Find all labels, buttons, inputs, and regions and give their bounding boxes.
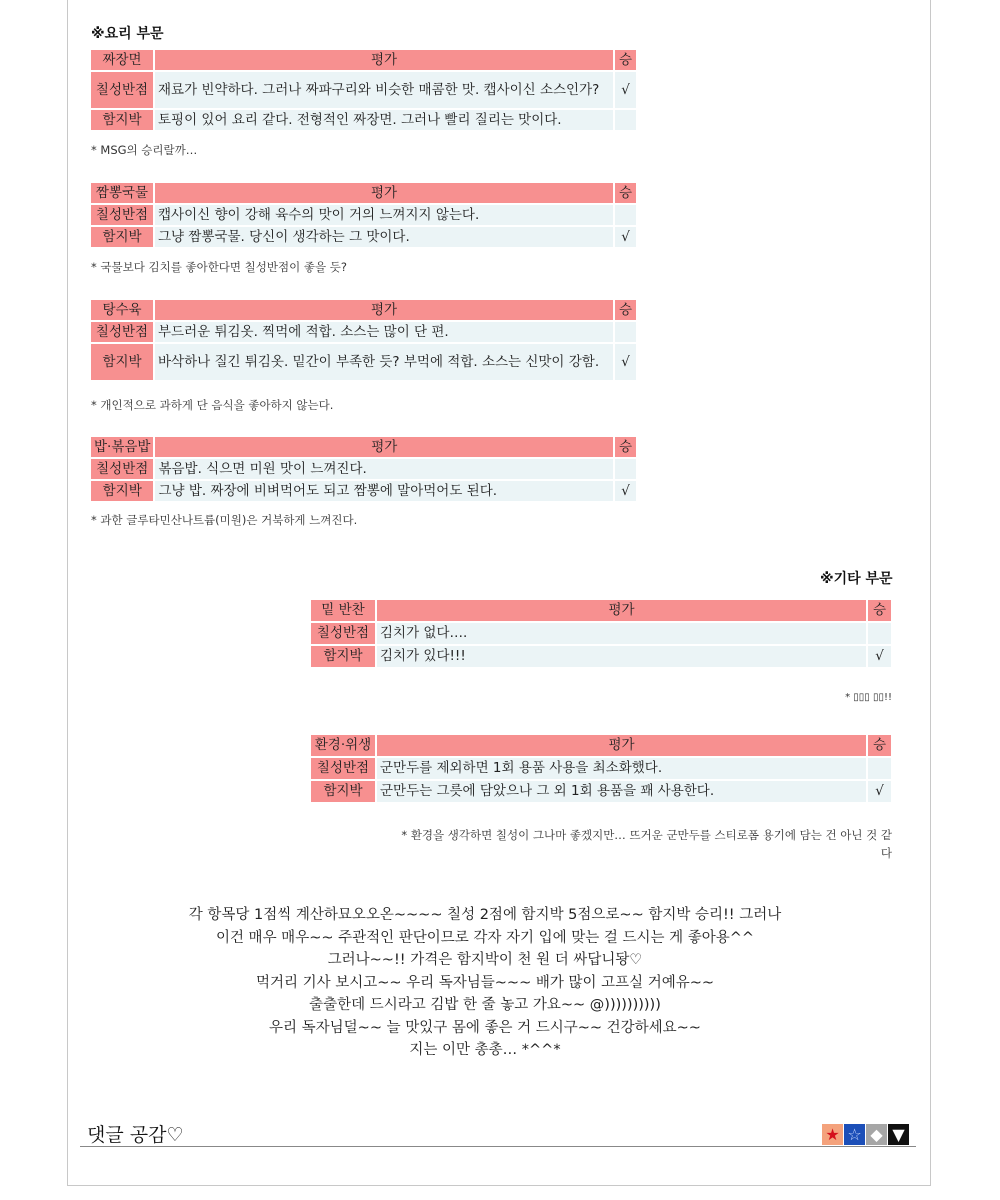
header-eval: 평가 [377, 600, 866, 621]
win-mark: √ [868, 781, 891, 802]
eval-text: 볶음밥. 식으면 미원 맛이 느껴진다. [155, 459, 613, 479]
header-eval: 평가 [155, 50, 613, 70]
table-note: * 개인적으로 과하게 단 음식을 좋아하지 않는다. [91, 398, 334, 412]
table-note: * ▯▯▯ ▯▯!! [845, 692, 892, 703]
eval-table-tangsuyuk [89, 298, 638, 382]
header-win: 승 [615, 300, 636, 320]
eval-table-environment [309, 733, 893, 804]
table-category: 짬뽕국물 [91, 183, 153, 203]
eval-table-jjamppong [89, 181, 638, 249]
eval-text: 부드러운 튀김옷. 찍먹에 적합. 소스는 많이 단 편. [155, 322, 613, 342]
eval-text: 군만두를 제외하면 1회 용품 사용을 최소화했다. [377, 758, 866, 779]
restaurant-name: 칠성반점 [91, 459, 153, 479]
restaurant-name: 함지박 [91, 344, 153, 380]
restaurant-name: 칠성반점 [91, 72, 153, 108]
footer-icons [822, 1124, 909, 1145]
table-note: * MSG의 승리랄까… [91, 143, 198, 157]
header-win: 승 [868, 735, 891, 756]
win-mark [615, 110, 636, 130]
summary-text [170, 904, 800, 1062]
restaurant-name: 함지박 [91, 481, 153, 501]
win-mark: √ [868, 646, 891, 667]
summary-line: 먹거리 기사 보시고~~ 우리 독자님들~~~ 배가 많이 고프실 거예유~~ [255, 974, 715, 991]
restaurant-name: 칠성반점 [91, 205, 153, 225]
eval-text: 바삭하나 질긴 튀김옷. 밑간이 부족한 듯? 부먹에 적합. 소스는 신맛이 강함. [155, 344, 613, 380]
eval-table-jjajang [89, 48, 638, 132]
table-category: 탕수육 [91, 300, 153, 320]
header-eval: 평가 [155, 183, 613, 203]
win-mark [868, 623, 891, 644]
win-mark: √ [615, 344, 636, 380]
header-win: 승 [868, 600, 891, 621]
restaurant-name: 함지박 [311, 646, 375, 667]
eval-text: 그냥 짬뽕국물. 당신이 생각하는 그 맛이다. [155, 227, 613, 247]
table-note: * 환경을 생각하면 칠성이 그나마 좋겠지만… 뜨거운 군만두를 스티로폼 용기에 담는 건 아닌 것 같다 [401, 828, 892, 860]
eval-text: 토핑이 있어 요리 같다. 전형적인 짜장면. 그러나 빨리 질리는 맛이다. [155, 110, 613, 130]
restaurant-name: 칠성반점 [91, 322, 153, 342]
eval-text: 군만두는 그릇에 담았으나 그 외 1회 용품을 꽤 사용한다. [377, 781, 866, 802]
table-note: * 국물보다 김치를 좋아한다면 칠성반점이 좋을 듯? [91, 260, 347, 274]
summary-line: 우리 독자님덜~~ 늘 맛있구 몸에 좋은 거 드시구~~ 건강하세요~~ [269, 1019, 701, 1036]
eval-text: 김치가 있다!!! [377, 646, 866, 667]
header-win: 승 [615, 50, 636, 70]
eval-text: 김치가 없다…. [377, 623, 866, 644]
summary-line: 이건 매우 매우~~ 주관적인 판단이므로 각자 자기 입에 맞는 걸 드시는 게 좋아용^^ [215, 929, 755, 946]
red-star-icon[interactable]: ★ [822, 1124, 843, 1145]
win-mark: √ [615, 481, 636, 501]
table-category: 밑 반찬 [311, 600, 375, 621]
comment-like-label[interactable]: 댓글 공감♡ [87, 1124, 184, 1146]
down-triangle-icon[interactable]: ▼ [888, 1124, 909, 1145]
restaurant-name: 칠성반점 [311, 623, 375, 644]
summary-line: 그러나~~!! 가격은 함지박이 천 원 더 싸답니돵♡ [327, 952, 643, 968]
header-eval: 평가 [155, 437, 613, 457]
footer-divider [80, 1146, 916, 1147]
blue-star-icon[interactable]: ☆ [844, 1124, 865, 1145]
summary-line: 지는 이만 총총… *^^* [409, 1042, 561, 1058]
win-mark [615, 322, 636, 342]
other-section-title: ※기타 부문 [820, 571, 893, 587]
diamond-icon[interactable]: ◆ [866, 1124, 887, 1145]
table-note: * 과한 글루타민산나트륨(미원)은 거북하게 느껴진다. [91, 513, 358, 527]
restaurant-name: 칠성반점 [311, 758, 375, 779]
food-section-title: ※요리 부문 [91, 26, 164, 42]
win-mark [868, 758, 891, 779]
header-eval: 평가 [377, 735, 866, 756]
header-win: 승 [615, 437, 636, 457]
eval-table-side-dish [309, 598, 893, 669]
win-mark: √ [615, 72, 636, 108]
restaurant-name: 함지박 [311, 781, 375, 802]
header-win: 승 [615, 183, 636, 203]
table-category: 밥·볶음밥 [91, 437, 153, 457]
eval-text: 재료가 빈약하다. 그러나 짜파구리와 비슷한 매콤한 맛. 캡사이신 소스인가? [155, 72, 613, 108]
win-mark [615, 459, 636, 479]
eval-text: 캡사이신 향이 강해 육수의 맛이 거의 느껴지지 않는다. [155, 205, 613, 225]
restaurant-name: 함지박 [91, 110, 153, 130]
table-category: 짜장면 [91, 50, 153, 70]
summary-line: 각 항목당 1점씩 계산하묘오오온~~~~ 칠성 2점에 함지박 5점으로~~ 함지박 승리!! 그러나 [188, 907, 782, 923]
win-mark: √ [615, 227, 636, 247]
restaurant-name: 함지박 [91, 227, 153, 247]
win-mark [615, 205, 636, 225]
header-eval: 평가 [155, 300, 613, 320]
summary-line: 출출한데 드시라고 김밥 한 줄 놓고 가요~~ @)))))))))) [309, 997, 661, 1013]
table-category: 환경·위생 [311, 735, 375, 756]
eval-text: 그냥 밥. 짜장에 비벼먹어도 되고 짬뽕에 말아먹어도 된다. [155, 481, 613, 501]
eval-table-rice [89, 435, 638, 503]
